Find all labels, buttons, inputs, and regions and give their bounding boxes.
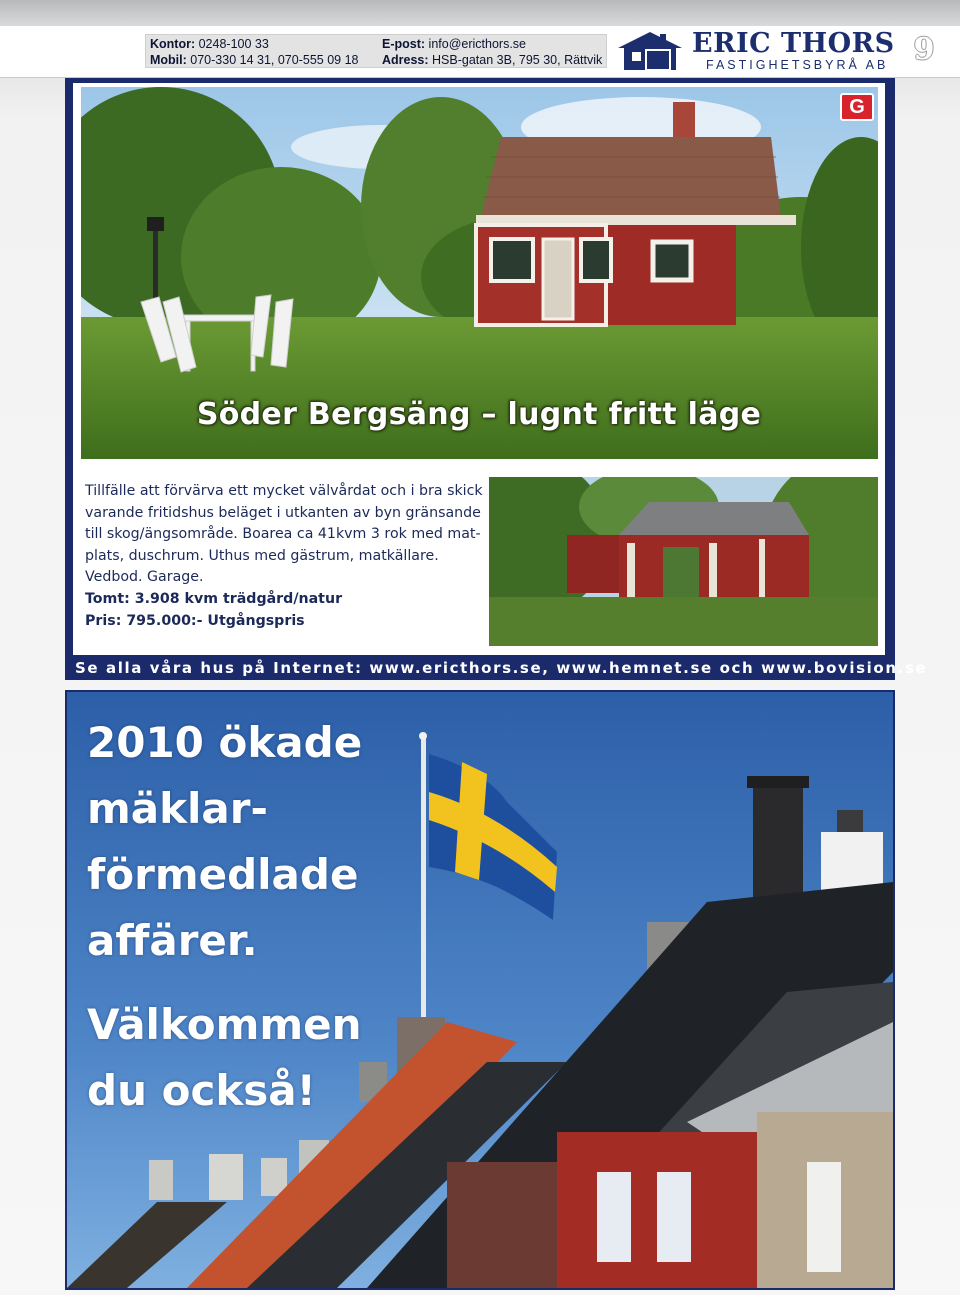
brand-name: ERIC THORS bbox=[692, 28, 895, 59]
promo-line: Välkommen bbox=[87, 1000, 362, 1049]
contact-box bbox=[145, 34, 607, 68]
promo-panel bbox=[65, 690, 895, 1290]
promo-line: mäklar- bbox=[87, 784, 268, 833]
description-line: varande fritidshus beläget i utkanten av byn gränsande bbox=[85, 504, 481, 521]
top-gray-bar bbox=[0, 0, 960, 26]
website-banner[interactable]: Se alla våra hus på Internet: www.ericthors.se, www.hemnet.se och www.bovision.se bbox=[75, 659, 928, 677]
promo-line: du också! bbox=[87, 1066, 316, 1115]
house-logo-icon bbox=[616, 30, 684, 72]
page-number: 9 bbox=[913, 32, 935, 67]
mobil-label: Mobil: bbox=[150, 53, 187, 67]
description-line: Tillfälle att förvärva ett mycket välvårdat och i bra skick bbox=[85, 483, 483, 499]
contact-row-2 bbox=[150, 52, 603, 68]
listing-card bbox=[73, 83, 885, 655]
promo-line: 2010 ökade bbox=[87, 718, 363, 767]
adress-value: HSB-gatan 3B, 795 30, Rättvik bbox=[432, 53, 603, 67]
promo-line: affärer. bbox=[87, 916, 258, 965]
description-line: Vedbod. Garage. bbox=[85, 569, 204, 586]
mobil-phone[interactable]: 070-330 14 31, 070-555 09 18 bbox=[190, 53, 359, 67]
kontor-phone[interactable]: 0248-100 33 bbox=[198, 37, 269, 51]
contact-row-1 bbox=[150, 36, 526, 52]
description-line: plats, duschrum. Uthus med gästrum, matkällare. bbox=[85, 547, 439, 564]
kontor-label: Kontor: bbox=[150, 37, 196, 51]
listing-title: Söder Bergsäng – lugnt fritt läge bbox=[196, 397, 762, 432]
plot-size: Tomt: 3.908 kvm trädgård/natur bbox=[85, 590, 343, 607]
energy-class-badge: G bbox=[840, 93, 874, 121]
promo-line: förmedlade bbox=[87, 850, 359, 899]
price: Pris: 795.000:- Utgångspris bbox=[85, 612, 305, 629]
promo-gap bbox=[87, 974, 447, 992]
epost-label: E-post: bbox=[382, 37, 426, 51]
description-line: till skog/ängsområde. Boarea ca 41kvm 3 rok med mat- bbox=[85, 526, 481, 543]
epost-link[interactable]: info@ericthors.se bbox=[428, 37, 526, 51]
adress-label: Adress: bbox=[382, 53, 429, 67]
promo-headline bbox=[87, 710, 447, 1124]
listing-description bbox=[85, 481, 485, 632]
outbuilding-photo bbox=[489, 477, 878, 646]
property-listing bbox=[65, 78, 928, 680]
brand-subtitle: FASTIGHETSBYRÅ AB bbox=[706, 58, 889, 72]
